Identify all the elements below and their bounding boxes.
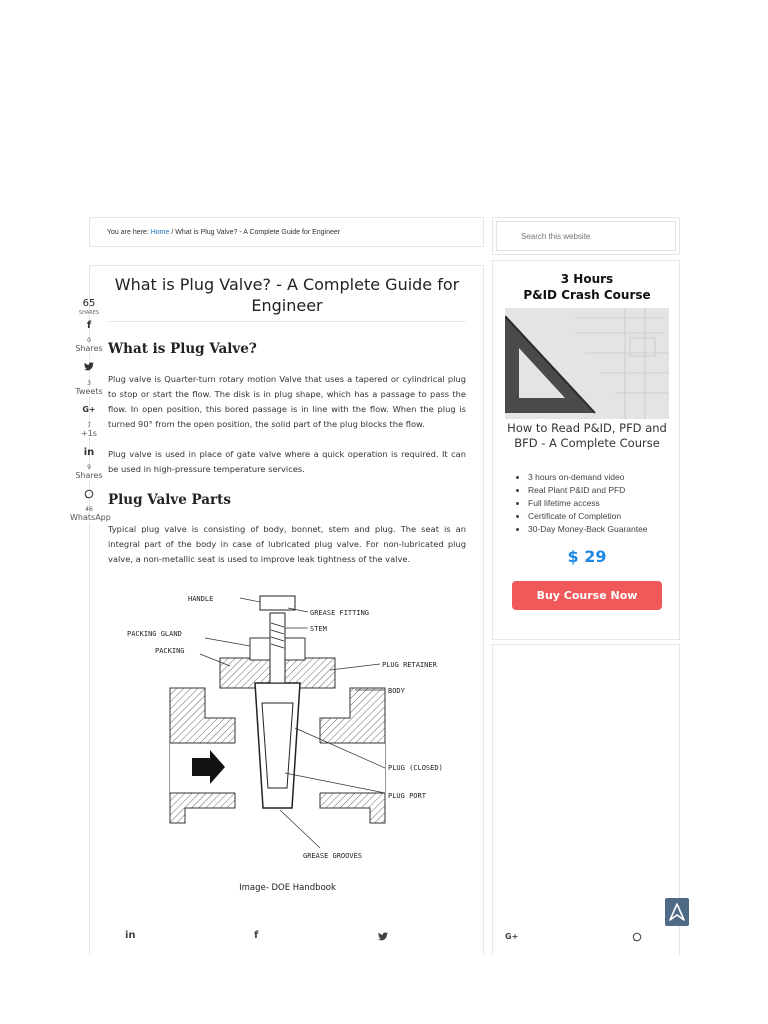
linkedin-share-count: 9	[87, 464, 91, 471]
arrow-up-icon	[669, 903, 685, 921]
paragraph-parts: Typical plug valve is consisting of body, bonnet, stem and plug. The seat is an integral part of the body in case of lubricated plug valve. For non-lubricated plug valve, a non-metallic seat is used to improve leak tightness of the valve.	[108, 524, 466, 564]
paragraph-definition: Plug valve is Quarter-turn rotary motion Valve that uses a tapered or cylindrical plug to stop or start the flow. The disk is in plug shape, which has a passage to pass the flow. In open position, this bored passage is in line with the flow. When the plug is turned 90° from the open position, the solid part of the plug blocks the flow.	[108, 374, 466, 429]
course-feature: • Full lifetime access	[528, 497, 648, 510]
label-packing: PACKING	[155, 647, 185, 655]
linkedin-share-icon[interactable]: in	[125, 930, 136, 941]
whatsapp-share-icon[interactable]	[632, 932, 642, 945]
course-feature: • Real Plant P&ID and PFD	[528, 484, 648, 497]
google-plus-share-icon[interactable]: G+	[505, 932, 519, 941]
label-stem: STEM	[310, 625, 327, 633]
whatsapp-icon[interactable]	[70, 489, 108, 502]
breadcrumb-home-link[interactable]: Home	[150, 229, 170, 236]
breadcrumb	[89, 217, 484, 247]
search-input[interactable]	[496, 221, 676, 251]
section-heading-what-is: What is Plug Valve?	[108, 341, 257, 357]
course-title-line1: 3 Hours	[560, 272, 614, 286]
course-subtitle[interactable]: How to Read P&ID, PFD and BFD - A Complete Course	[507, 421, 667, 450]
label-grease-fitting: GREASE FITTING	[310, 609, 370, 617]
twitter-share-icon[interactable]	[378, 932, 388, 944]
label-plug-port: PLUG PORT	[388, 792, 426, 800]
google-share-label: +1s	[70, 429, 108, 438]
label-grease-grooves: GREASE GROOVES	[303, 852, 363, 860]
plug-valve-diagram	[110, 578, 465, 878]
search-widget	[492, 217, 680, 255]
article	[89, 265, 484, 955]
share-total-label: SHARES	[78, 310, 100, 316]
course-widget	[492, 260, 680, 640]
label-handle: HANDLE	[188, 595, 214, 603]
label-packing-gland: PACKING GLAND	[127, 630, 182, 638]
course-title-line2: P&ID Crash Course	[523, 288, 651, 302]
page-title: What is Plug Valve? - A Complete Guide for Engineer	[114, 275, 460, 315]
course-price: $ 29	[567, 547, 607, 566]
breadcrumb-separator: /	[171, 229, 174, 236]
facebook-share-icon[interactable]: f	[254, 930, 259, 941]
facebook-share-label: Shares	[70, 344, 108, 353]
breadcrumb-prefix: You are here:	[107, 229, 149, 236]
sidebar-ad-slot	[492, 644, 680, 955]
google-share-count: 7	[87, 422, 91, 429]
twitter-share-count: 3	[87, 380, 91, 387]
linkedin-icon[interactable]: in	[83, 447, 95, 458]
bottom-share-bar	[89, 925, 680, 955]
google-plus-icon[interactable]: G+	[82, 405, 96, 414]
title-divider	[108, 321, 466, 322]
course-image[interactable]	[505, 308, 669, 419]
whatsapp-share-count: 46	[85, 506, 93, 513]
paragraph-usage: Plug valve is used in place of gate valve where a quick operation is required. It can be used in high-pressure temperature services.	[108, 449, 466, 474]
buy-course-button[interactable]: Buy Course Now	[512, 581, 662, 610]
whatsapp-share-label: WhatsApp	[70, 513, 111, 522]
image-caption: Image- DOE Handbook	[239, 883, 336, 893]
label-plug-retainer: PLUG RETAINER	[382, 661, 437, 669]
course-feature: • 3 hours on-demand video	[528, 471, 648, 484]
course-features	[515, 471, 648, 536]
facebook-share-count: 0	[87, 337, 91, 344]
twitter-icon[interactable]	[70, 362, 108, 374]
label-body: BODY	[388, 687, 405, 695]
linkedin-share-label: Shares	[70, 471, 108, 480]
section-heading-parts: Plug Valve Parts	[108, 492, 231, 508]
twitter-share-label: Tweets	[70, 387, 108, 396]
facebook-icon[interactable]: f	[86, 320, 92, 331]
breadcrumb-current: What is Plug Valve? - A Complete Guide for Engineer	[175, 229, 341, 236]
share-total-count: 65	[82, 298, 96, 309]
course-feature: • 30-Day Money-Back Guarantee	[528, 523, 648, 536]
course-title	[493, 271, 681, 303]
label-plug-closed: PLUG (CLOSED)	[388, 764, 443, 772]
scroll-to-top-button[interactable]	[665, 898, 689, 926]
course-feature: • Certificate of Completion	[528, 510, 648, 523]
